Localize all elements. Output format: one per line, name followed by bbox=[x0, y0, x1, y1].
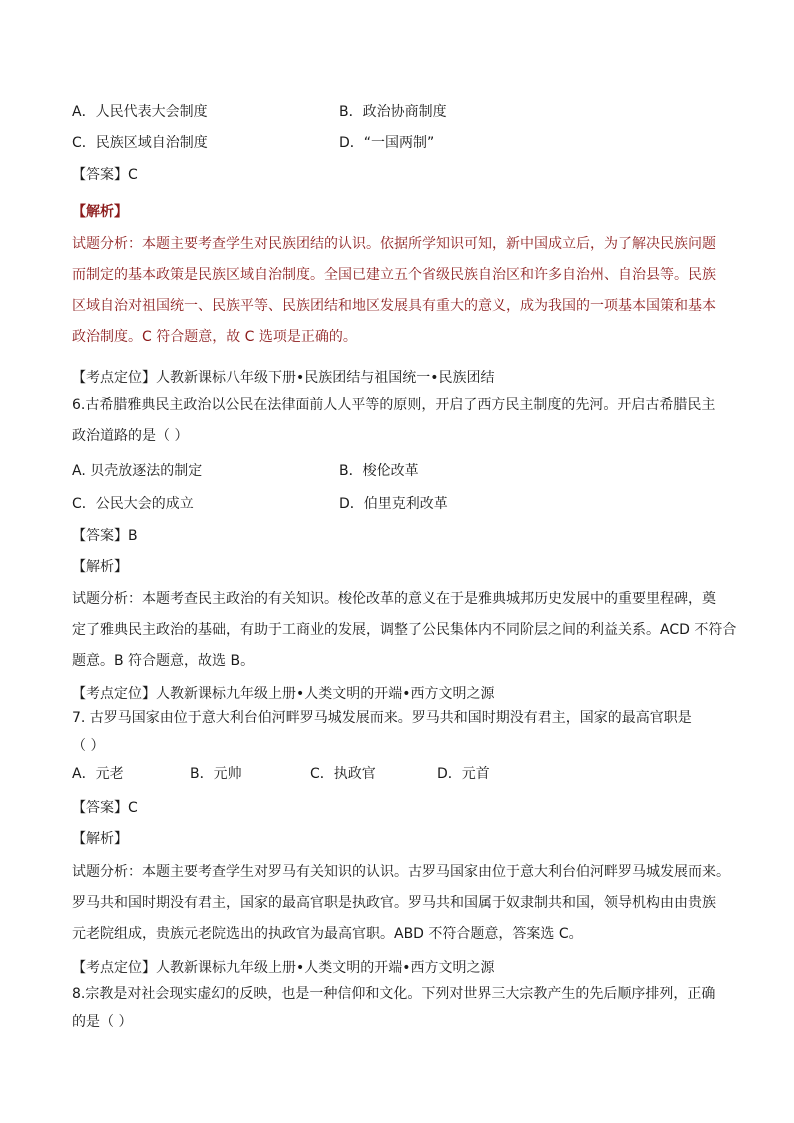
q7-analysis-line: 罗马共和国时期没有君主，国家的最高官职是执政官。罗马共和国属于奴隶制共和国，领导机构由由贵族 bbox=[72, 895, 716, 911]
q7-kaodian: 【考点定位】人教新课标九年级上册•人类文明的开端•西方文明之源 bbox=[72, 960, 495, 976]
q5-analysis-line: 区域自治对祖国统一、民族平等、民族团结和地区发展具有重大的意义，成为我国的一项基本国策和基本 bbox=[72, 298, 716, 314]
q8-stem-line: 的是（ ） bbox=[72, 1014, 133, 1030]
q6-option-c: C．公民大会的成立 bbox=[72, 496, 194, 512]
q7-analysis-line: 元老院组成，贵族元老院选出的执政官为最高官职。ABD 不符合题意，答案选 C。 bbox=[72, 926, 583, 942]
q7-answer: 【答案】C bbox=[72, 800, 138, 816]
q6-option-b: B．梭伦改革 bbox=[339, 463, 419, 479]
q6-stem-line: 6.古希腊雅典民主政治以公民在法律面前人人平等的原则，开启了西方民主制度的先河。开启古希腊民主 bbox=[72, 397, 716, 413]
q5-answer: 【答案】C bbox=[72, 167, 138, 183]
q6-analysis-line: 试题分析：本题考查民主政治的有关知识。梭伦改革的意义在于是雅典城邦历史发展中的重要里程碑，奠 bbox=[72, 591, 716, 607]
q5-analysis-line: 而制定的基本政策是民族区域自治制度。全国已建立五个省级民族自治区和许多自治州、自治县等。民族 bbox=[72, 267, 716, 283]
q7-stem-line: 7. 古罗马国家由位于意大利台伯河畔罗马城发展而来。罗马共和国时期没有君主，国家的最高官职是 bbox=[72, 710, 692, 726]
q5-analysis-line: 政治制度。C 符合题意，故 C 选项是正确的。 bbox=[72, 329, 357, 345]
q6-analysis-line: 题意。B 符合题意，故选 B。 bbox=[72, 653, 255, 669]
q7-option-b: B．元帅 bbox=[190, 766, 242, 782]
q6-analysis bbox=[72, 589, 737, 682]
q7-option-a: A．元老 bbox=[72, 766, 124, 782]
q6-stem bbox=[72, 395, 722, 457]
q6-option-a: A. 贝壳放逐法的制定 bbox=[72, 463, 203, 479]
q5-analysis bbox=[72, 234, 722, 358]
q7-analysis-label: 【解析】 bbox=[72, 831, 128, 847]
q5-option-a: A．人民代表大会制度 bbox=[72, 104, 208, 120]
q6-stem-line: 政治道路的是（ ） bbox=[72, 428, 189, 444]
q6-option-d: D．伯里克利改革 bbox=[339, 496, 448, 512]
q6-analysis-label: 【解析】 bbox=[72, 559, 128, 575]
q8-stem bbox=[72, 984, 722, 1043]
q7-option-c: C．执政官 bbox=[310, 766, 376, 782]
q5-analysis-label: 【解析】 bbox=[72, 204, 128, 220]
q7-analysis-line: 试题分析：本题主要考查学生对罗马有关知识的认识。古罗马国家由位于意大利台伯河畔罗马城发展而来。 bbox=[72, 864, 730, 880]
q7-stem bbox=[72, 708, 722, 767]
q5-kaodian: 【考点定位】人教新课标八年级下册•民族团结与祖国统一•民族团结 bbox=[72, 370, 495, 386]
q5-option-d: D．“一国两制” bbox=[339, 135, 435, 151]
q7-stem-line: （ ） bbox=[72, 738, 105, 754]
q6-answer: 【答案】B bbox=[72, 528, 138, 544]
q6-kaodian: 【考点定位】人教新课标九年级上册•人类文明的开端•西方文明之源 bbox=[72, 686, 495, 702]
q5-analysis-line: 试题分析：本题主要考查学生对民族团结的认识。依据所学知识可知，新中国成立后，为了解决民族问题 bbox=[72, 236, 716, 252]
q7-option-d: D．元首 bbox=[437, 766, 490, 782]
q8-stem-line: 8.宗教是对社会现实虚幻的反映，也是一种信仰和文化。下列对世界三大宗教产生的先后顺序排列，正确 bbox=[72, 986, 716, 1002]
q6-analysis-line: 定了雅典民主政治的基础，有助于工商业的发展，调整了公民集体内不同阶层之间的利益关系。ACD 不符合 bbox=[72, 622, 737, 638]
q7-analysis bbox=[72, 862, 730, 955]
q5-option-b: B．政治协商制度 bbox=[339, 104, 447, 120]
q5-option-c: C．民族区域自治制度 bbox=[72, 135, 208, 151]
